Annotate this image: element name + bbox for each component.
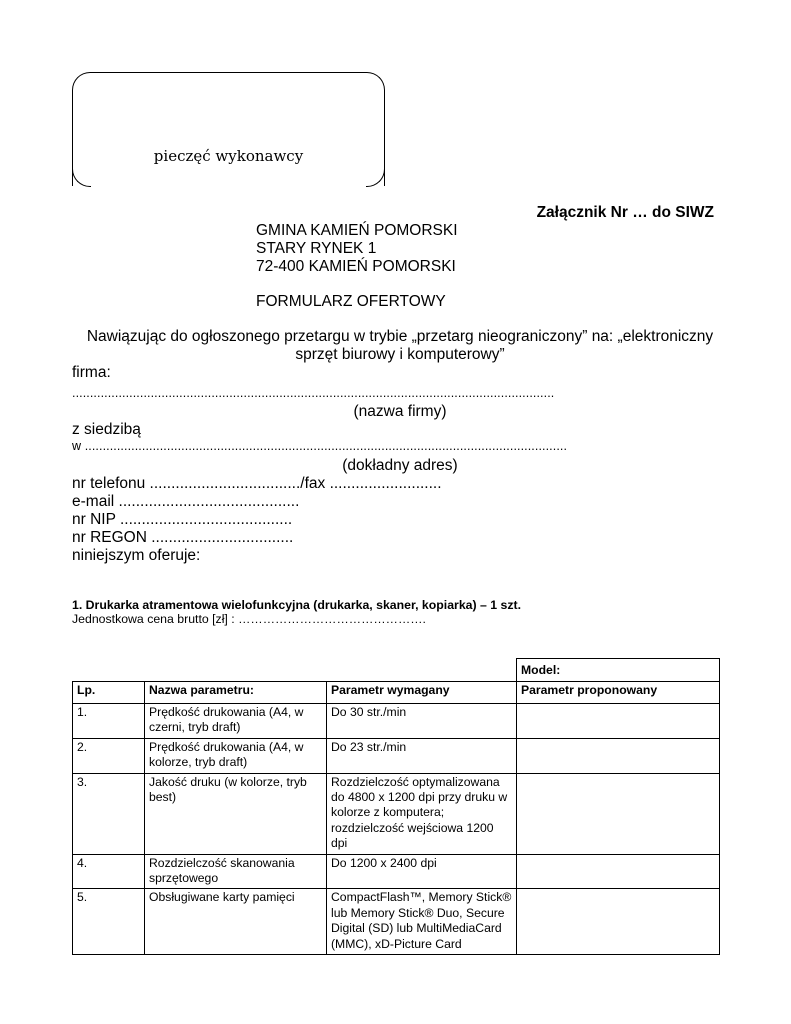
phone-fax-line[interactable]: nr telefonu .................................../fax .......................... — [72, 475, 442, 492]
row-lp: 2. — [73, 738, 145, 773]
header-lp: Lp. — [73, 682, 145, 704]
address-caption: (dokładny adres) — [342, 457, 458, 474]
row-lp: 1. — [73, 704, 145, 739]
row-proposed[interactable] — [517, 889, 720, 955]
intro-line-1: Nawiązując do ogłoszonego przetargu w trybie „przetarg nieograniczony” na: „elektroniczny — [86, 328, 714, 345]
row-proposed[interactable] — [517, 854, 720, 889]
row-lp: 3. — [73, 773, 145, 854]
row-name: Rozdzielczość skanowania sprzętowego — [145, 854, 327, 889]
siedziba-label: z siedzibą — [72, 421, 141, 438]
recipient-line-3: 72-400 KAMIEŃ POMORSKI — [256, 258, 456, 275]
row-name: Prędkość drukowania (A4, w kolorze, tryb draft) — [145, 738, 327, 773]
row-proposed[interactable] — [517, 773, 720, 854]
table-row — [73, 773, 720, 854]
firma-label: firma: — [72, 364, 111, 381]
row-name: Prędkość drukowania (A4, w czerni, tryb draft) — [145, 704, 327, 739]
stamp-label: pieczęć wykonawcy — [153, 147, 304, 165]
offer-line: niniejszym oferuje: — [72, 547, 201, 564]
table-row — [73, 738, 720, 773]
intro-line-2: sprzęt biurowy i komputerowy” — [295, 346, 505, 363]
firma-caption: (nazwa firmy) — [353, 403, 447, 420]
header-proposed: Parametr proponowany — [517, 682, 720, 704]
attachment-label: Załącznik Nr … do SIWZ — [536, 204, 714, 221]
row-proposed[interactable] — [517, 738, 720, 773]
header-required: Parametr wymagany — [327, 682, 517, 704]
table-row — [73, 889, 720, 955]
row-name: Obsługiwane karty pamięci — [145, 889, 327, 955]
section-1-price[interactable]: Jednostkowa cena brutto [zł] : ………………………………………. — [72, 612, 426, 626]
row-proposed[interactable] — [517, 704, 720, 739]
row-lp: 4. — [73, 854, 145, 889]
model-cell[interactable]: Model: — [517, 659, 720, 682]
row-required: Do 30 str./min — [327, 704, 517, 739]
spec-table — [72, 658, 720, 955]
email-line[interactable]: e-mail .......................................... — [72, 493, 300, 510]
nip-line[interactable]: nr NIP ........................................ — [72, 511, 293, 528]
stamp-box — [72, 72, 385, 186]
row-name: Jakość druku (w kolorze, tryb best) — [145, 773, 327, 854]
table-row — [73, 704, 720, 739]
firma-dots[interactable]: ....................................................................................................................................... — [72, 386, 555, 400]
recipient-line-2: STARY RYNEK 1 — [256, 240, 377, 257]
row-required: Do 23 str./min — [327, 738, 517, 773]
table-row — [73, 854, 720, 889]
regon-line[interactable]: nr REGON ................................. — [72, 529, 294, 546]
address-line[interactable]: w ....................................................................................................................................... — [72, 439, 568, 453]
section-1-title: 1. Drukarka atramentowa wielofunkcyjna (drukarka, skaner, kopiarka) – 1 szt. — [72, 598, 522, 612]
row-required: CompactFlash™, Memory Stick® lub Memory Stick® Duo, Secure Digital (SD) lub MultiMediaCard (MMC), xD-Picture Card — [327, 889, 517, 955]
row-required: Do 1200 x 2400 dpi — [327, 854, 517, 889]
header-name: Nazwa parametru: — [145, 682, 327, 704]
form-title: FORMULARZ OFERTOWY — [256, 293, 446, 310]
row-lp: 5. — [73, 889, 145, 955]
row-required: Rozdzielczość optymalizowana do 4800 x 1200 dpi przy druku w kolorze z komputera; rozdzielczość wejściowa 1200 dpi — [327, 773, 517, 854]
recipient-line-1: GMINA KAMIEŃ POMORSKI — [256, 222, 458, 239]
